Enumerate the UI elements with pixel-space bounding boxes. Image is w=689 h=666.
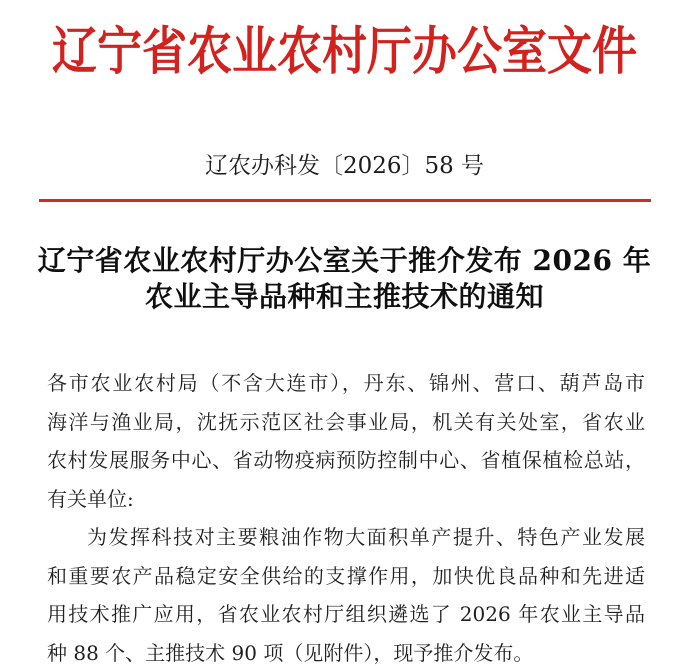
body-line-recipients-2: 海洋与渔业局，沈抚示范区社会事业局，机关有关处室，省农业 (47, 409, 645, 434)
body-line-paragraph-1: 为发挥科技对主要粮油作物大面积单产提升、特色产业发展 (87, 525, 645, 549)
body-line-paragraph-4: 种 88 个、主推技术 90 项（见附件），现予推介发布。 (47, 640, 534, 665)
document-title-line1: 辽宁省农业农村厅办公室关于推介发布 2026 年 (37, 244, 652, 277)
document-title (0, 243, 689, 315)
body-line-recipients-3: 农村发展服务中心、省动物疫病预防控制中心、省植保植检总站， (47, 448, 645, 472)
red-divider-line (39, 199, 651, 202)
body-line-paragraph-2: 和重要农产品稳定安全供给的支撑作用，加快优良品种和先进适 (47, 563, 645, 588)
document-header-title: 辽宁省农业农村厅办公室文件 (51, 20, 637, 82)
document-number: 辽农办科发〔2026〕58 号 (204, 153, 485, 179)
document-body (47, 364, 645, 666)
body-line-recipients-1: 各市农业农村局（不含大连市），丹东、锦州、营口、葫芦岛市 (47, 371, 645, 395)
document-title-line2: 农业主导品种和主推技术的通知 (144, 280, 544, 313)
body-line-paragraph-3: 用技术推广应用，省农业农村厅组织遴选了 2026 年农业主导品 (47, 602, 645, 626)
body-line-recipients-4: 有关单位: (47, 486, 134, 511)
